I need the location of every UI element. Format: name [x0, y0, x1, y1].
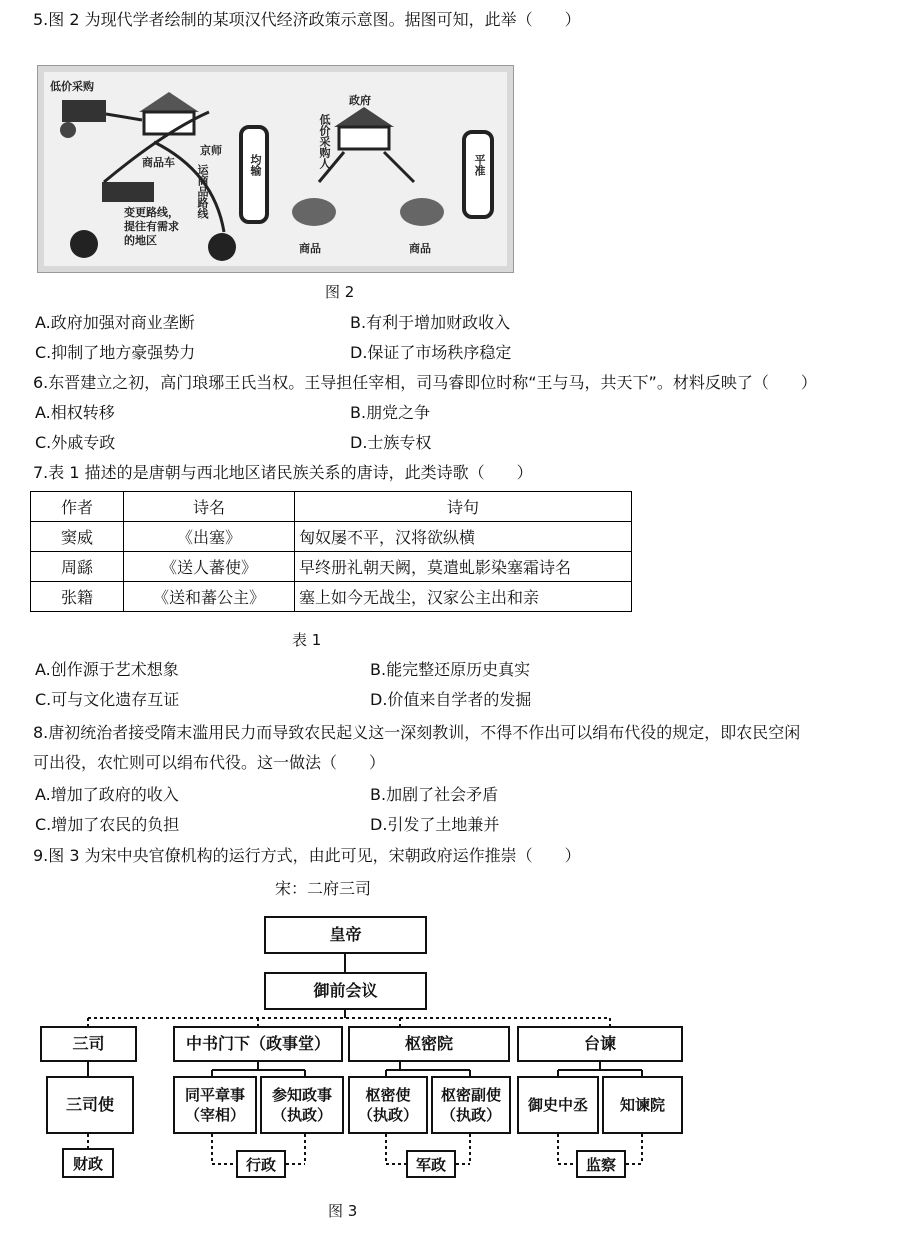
q8-stem-line1: 8.唐初统治者接受隋末滥用民力而导致农民起义这一深刻教训，不得不作出可以绢布代役的规定，即农民空闲 — [33, 723, 801, 742]
q7-option-a[interactable]: A.创作源于艺术想象 — [35, 660, 179, 679]
label-goods-cart: 商品车 — [142, 156, 175, 169]
q5-option-b[interactable]: B.有利于增加财政收入 — [350, 313, 511, 332]
label-zhizheng-3: （执政） — [440, 1106, 501, 1124]
box-zhongshu: 中书门下（政事堂） — [173, 1026, 343, 1062]
table-cell: 《送和蕃公主》 — [124, 582, 295, 612]
table-1-caption: 表 1 — [292, 631, 322, 649]
q6-option-d[interactable]: D.士族专权 — [350, 433, 432, 452]
label-canzhizhengshi: 参知政事 — [271, 1086, 332, 1104]
q8-option-d[interactable]: D.引发了土地兼并 — [370, 815, 500, 834]
box-shumifushi — [431, 1076, 511, 1134]
q6-option-b[interactable]: B.朋党之争 — [350, 403, 431, 422]
table-cell: 匈奴屡不平，汉将欲纵横 — [295, 522, 632, 552]
label-capital: 京师 — [200, 144, 222, 157]
box-zhijianyuan: 知谏院 — [602, 1076, 683, 1134]
label-xingzheng: 行政 — [236, 1150, 286, 1178]
q7-option-b[interactable]: B.能完整还原历史真实 — [370, 660, 531, 679]
label-low-price-buyer: 低价采购人 — [318, 114, 331, 169]
label-right-sign: 平准 — [473, 154, 486, 176]
label-jiancha: 监察 — [576, 1150, 626, 1178]
q5-stem: 5.图 2 为现代学者绘制的某项汉代经济政策示意图。据图可知，此举（ ） — [33, 10, 581, 29]
label-goods-left: 商品 — [299, 242, 321, 255]
box-shumishi — [348, 1076, 428, 1134]
label-low-price-buy: 低价采购 — [50, 80, 94, 93]
label-left-sign: 均输 — [249, 154, 262, 176]
box-canzhizhengshi — [260, 1076, 344, 1134]
table-cell: 窦威 — [31, 522, 124, 552]
box-council: 御前会议 — [264, 972, 427, 1010]
label-zhizheng-2: （执政） — [357, 1106, 418, 1124]
label-shumifushi: 枢密副使 — [440, 1086, 501, 1104]
figure-2-caption: 图 2 — [325, 283, 355, 301]
label-transport-route: 运商品路线 — [196, 164, 209, 219]
q6-option-a[interactable]: A.相权转移 — [35, 403, 115, 422]
q8-option-c[interactable]: C.增加了农民的负担 — [35, 815, 180, 834]
label-shumishi: 枢密使 — [365, 1086, 411, 1104]
table-cell: 周繇 — [31, 552, 124, 582]
label-caizheng: 财政 — [62, 1148, 114, 1178]
q6-stem: 6.东晋建立之初，高门琅琊王氏当权。王导担任宰相，司马睿即位时称“王与马，共天下”。材料反映了（ ） — [33, 373, 817, 392]
q8-option-a[interactable]: A.增加了政府的收入 — [35, 785, 179, 804]
table-cell: 塞上如今无战尘，汉家公主出和亲 — [295, 582, 632, 612]
box-taijian: 台谏 — [517, 1026, 683, 1062]
table-header: 作者 — [31, 492, 124, 522]
q7-option-c[interactable]: C.可与文化遗存互证 — [35, 690, 180, 709]
label-goods-right: 商品 — [409, 242, 431, 255]
table-cell: 早终册礼朝天阙，莫遣虬影染塞霜诗名 — [295, 552, 632, 582]
box-sansi: 三司 — [40, 1026, 137, 1062]
q5-option-d[interactable]: D.保证了市场秩序稳定 — [350, 343, 512, 362]
label-ship-to: 提往有需求 — [124, 220, 179, 233]
label-zhizheng-1: （执政） — [271, 1106, 332, 1124]
box-yushizhongcheng: 御史中丞 — [517, 1076, 599, 1134]
table-cell: 《出塞》 — [124, 522, 295, 552]
box-shumiyuan: 枢密院 — [348, 1026, 510, 1062]
figure-3-caption: 图 3 — [328, 1202, 358, 1220]
label-region: 的地区 — [124, 234, 157, 247]
table-header: 诗句 — [295, 492, 632, 522]
table-cell: 《送人蕃使》 — [124, 552, 295, 582]
q5-option-a[interactable]: A.政府加强对商业垄断 — [35, 313, 195, 332]
box-emperor: 皇帝 — [264, 916, 427, 954]
q8-stem-line2: 可出役，农忙则可以绢布代役。这一做法（ ） — [33, 753, 386, 772]
figure-3-title: 宋：二府三司 — [275, 879, 372, 898]
q8-option-b[interactable]: B.加剧了社会矛盾 — [370, 785, 499, 804]
label-junzheng: 军政 — [406, 1150, 456, 1178]
label-government: 政府 — [349, 94, 371, 107]
box-tongpingzhangshi — [173, 1076, 257, 1134]
q5-option-c[interactable]: C.抑制了地方豪强势力 — [35, 343, 196, 362]
table-header: 诗名 — [124, 492, 295, 522]
q9-stem: 9.图 3 为宋中央官僚机构的运行方式，由此可见，宋朝政府运作推崇（ ） — [33, 846, 581, 865]
q7-stem: 7.表 1 描述的是唐朝与西北地区诸民族关系的唐诗，此类诗歌（ ） — [33, 463, 533, 482]
label-change-route: 变更路线， — [124, 206, 179, 219]
label-tongpingzhangshi: 同平章事 — [184, 1086, 245, 1104]
box-sansi-shi: 三司使 — [46, 1076, 134, 1134]
label-zaixiang: （宰相） — [184, 1106, 245, 1124]
q6-option-c[interactable]: C.外戚专政 — [35, 433, 116, 452]
table-cell: 张籍 — [31, 582, 124, 612]
q7-option-d[interactable]: D.价值来自学者的发掘 — [370, 690, 532, 709]
